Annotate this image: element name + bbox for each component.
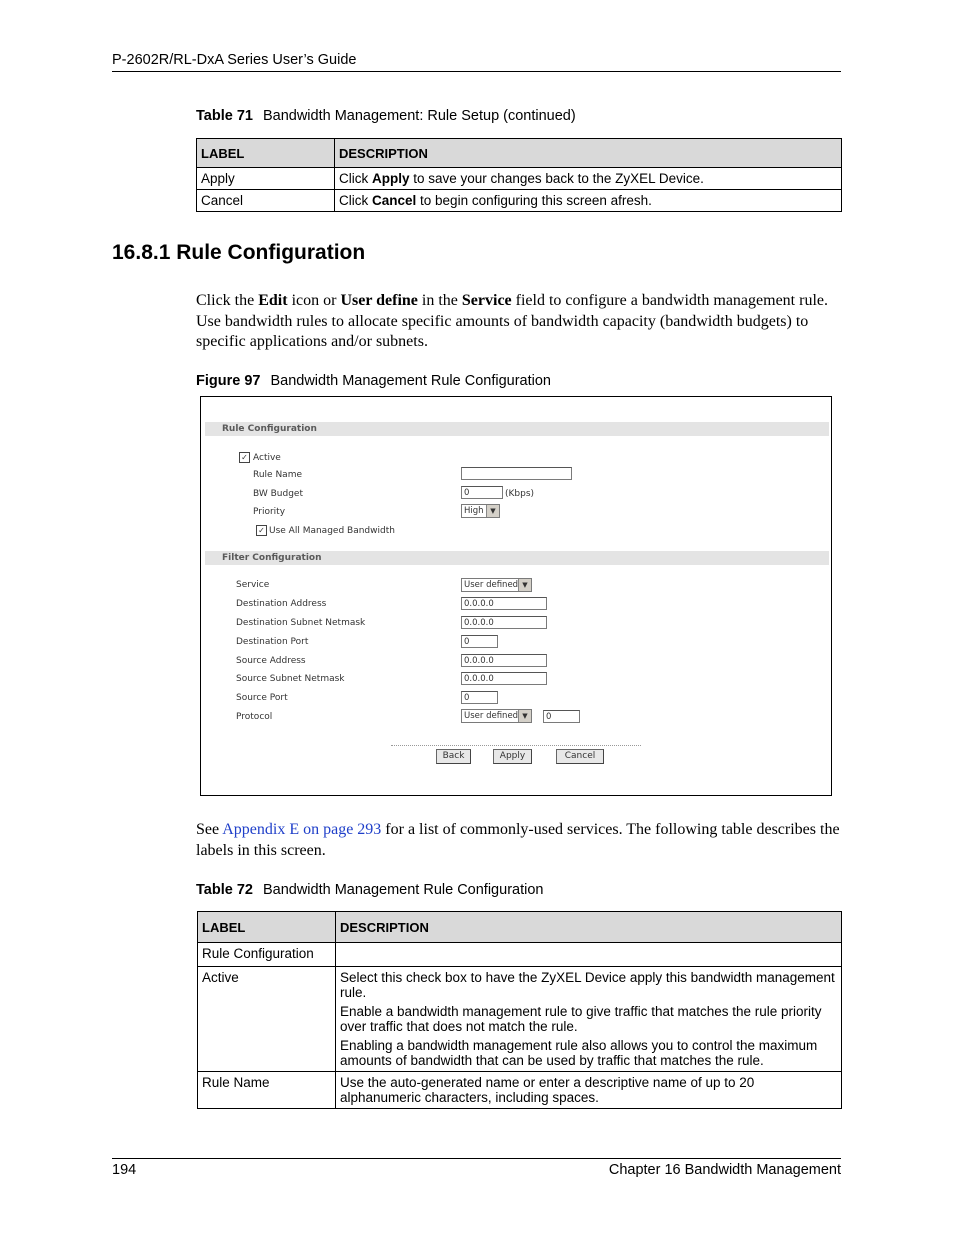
row-description xyxy=(336,967,842,1072)
intro-text: field to configure a bandwidth management rule. Use bandwidth rules to allocate specific amounts of bandwidth capacity (bandwidth budgets) to specific applications and/or subnets. xyxy=(196,292,828,350)
protocol-select[interactable] xyxy=(461,709,532,723)
intro-bold: Service xyxy=(461,292,512,309)
chapter-title: Chapter 16 Bandwidth Management xyxy=(608,1162,841,1178)
table-71 xyxy=(196,138,842,212)
page-number: 194 xyxy=(112,1162,137,1178)
section-heading: 16.8.1 Rule Configuration xyxy=(112,241,366,264)
protocol-number-input[interactable]: 0 xyxy=(543,710,580,723)
desc-text: to begin configuring this screen afresh. xyxy=(416,193,652,208)
intro-bold: User define xyxy=(340,292,418,309)
priority-select[interactable] xyxy=(461,504,500,518)
table-71-caption xyxy=(196,108,576,124)
table-row xyxy=(197,168,842,190)
header-rule xyxy=(112,71,841,72)
source-port-label: Source Port xyxy=(236,693,288,703)
back-button[interactable]: Back xyxy=(436,749,471,764)
rule-name-input[interactable] xyxy=(461,467,572,480)
table-72-title: Bandwidth Management Rule Configuration xyxy=(262,882,544,898)
protocol-value: User defined xyxy=(464,711,519,721)
use-all-bandwidth-checkbox[interactable]: ✓ xyxy=(256,525,267,536)
destination-netmask-input[interactable]: 0.0.0.0 xyxy=(461,616,547,629)
desc-text: to save your changes back to the ZyXEL Device. xyxy=(409,171,704,186)
table-row xyxy=(197,190,842,212)
desc-text: Click xyxy=(339,193,372,208)
divider xyxy=(391,745,641,746)
table-row xyxy=(198,967,842,1072)
footer-rule xyxy=(112,1158,841,1159)
destination-address-input[interactable]: 0.0.0.0 xyxy=(461,597,547,610)
running-header: P-2602R/RL-DxA Series User’s Guide xyxy=(112,52,357,68)
priority-value: High xyxy=(464,506,484,516)
paragraph-text: for a list of commonly-used services. The following table describes the labels in this screen. xyxy=(196,821,840,859)
rule-configuration-screenshot xyxy=(200,396,832,796)
table-row xyxy=(198,943,842,967)
source-port-input[interactable]: 0 xyxy=(461,691,498,704)
rule-name-label: Rule Name xyxy=(253,470,303,480)
table-71-number: Table 71 xyxy=(196,108,253,124)
bw-unit-label: (Kbps) xyxy=(505,489,535,499)
intro-bold: Edit xyxy=(258,292,288,309)
intro-text: Click the xyxy=(196,292,259,309)
desc-bold: Apply xyxy=(372,171,410,186)
dropdown-arrow-icon: ▼ xyxy=(518,710,531,722)
table-71-col-description: DESCRIPTION xyxy=(335,139,842,168)
desc-paragraph: Use the auto-generated name or enter a descriptive name of up to 20 alphanumeric characters, including spaces. xyxy=(340,1075,755,1105)
desc-paragraph: Select this check box to have the ZyXEL Device apply this bandwidth management rule. xyxy=(340,970,835,1000)
row-description xyxy=(335,168,842,190)
row-label: Rule Configuration xyxy=(198,943,336,967)
table-72-caption xyxy=(196,882,543,898)
service-select[interactable] xyxy=(461,578,532,592)
destination-netmask-label: Destination Subnet Netmask xyxy=(236,618,366,628)
cancel-button[interactable]: Cancel xyxy=(556,749,604,764)
destination-port-input[interactable]: 0 xyxy=(461,635,498,648)
dropdown-arrow-icon: ▼ xyxy=(486,505,499,517)
destination-address-label: Destination Address xyxy=(236,599,327,609)
desc-paragraph: Enabling a bandwidth management rule also allows you to control the maximum amounts of bandwidth that can be used by traffic that matches the rule. xyxy=(340,1038,818,1068)
active-checkbox[interactable]: ✓ xyxy=(239,452,250,463)
desc-paragraph: Enable a bandwidth management rule to give traffic that matches the rule priority over traffic that does not match the rule. xyxy=(340,1004,822,1034)
table-71-col-label: LABEL xyxy=(197,139,335,168)
row-label: Apply xyxy=(197,168,335,190)
section-title: Filter Configuration xyxy=(222,553,322,563)
filter-configuration-section-bar xyxy=(205,551,829,565)
intro-text: icon or xyxy=(287,292,341,309)
row-description xyxy=(336,1072,842,1109)
table-72-header-row xyxy=(198,912,842,943)
source-address-label: Source Address xyxy=(236,656,306,666)
table-72-number: Table 72 xyxy=(196,882,253,898)
active-label: Active xyxy=(253,453,281,463)
figure-97-number: Figure 97 xyxy=(196,373,261,389)
source-netmask-label: Source Subnet Netmask xyxy=(236,674,345,684)
desc-text: Click xyxy=(339,171,372,186)
protocol-label: Protocol xyxy=(236,712,273,722)
source-netmask-input[interactable]: 0.0.0.0 xyxy=(461,672,547,685)
see-appendix-paragraph xyxy=(196,820,844,861)
table-71-header-row xyxy=(197,139,842,168)
destination-port-label: Destination Port xyxy=(236,637,309,647)
use-all-bandwidth-label: Use All Managed Bandwidth xyxy=(269,526,395,536)
dropdown-arrow-icon: ▼ xyxy=(518,579,531,591)
desc-bold: Cancel xyxy=(372,193,417,208)
priority-label: Priority xyxy=(253,507,286,517)
intro-text: in the xyxy=(417,292,462,309)
table-71-title: Bandwidth Management: Rule Setup (continued) xyxy=(262,108,576,124)
appendix-link[interactable]: Appendix E on page 293 xyxy=(222,821,382,838)
bw-budget-input[interactable]: 0 xyxy=(461,486,503,499)
row-label: Cancel xyxy=(197,190,335,212)
paragraph-text: See xyxy=(196,821,223,838)
row-description xyxy=(335,190,842,212)
service-value: User defined xyxy=(464,580,519,590)
table-72-col-label: LABEL xyxy=(198,912,336,943)
rule-configuration-section-bar xyxy=(205,422,829,436)
table-72 xyxy=(197,911,842,1109)
row-label: Active xyxy=(198,967,336,1072)
table-72-col-description: DESCRIPTION xyxy=(336,912,842,943)
service-label: Service xyxy=(236,580,270,590)
apply-button[interactable]: Apply xyxy=(493,749,532,764)
intro-paragraph xyxy=(196,291,844,353)
table-row xyxy=(198,1072,842,1109)
section-title: Rule Configuration xyxy=(222,424,317,434)
figure-97-caption xyxy=(196,373,551,389)
row-description xyxy=(336,943,842,967)
source-address-input[interactable]: 0.0.0.0 xyxy=(461,654,547,667)
bw-budget-label: BW Budget xyxy=(253,489,303,499)
row-label: Rule Name xyxy=(198,1072,336,1109)
figure-97-title: Bandwidth Management Rule Configuration xyxy=(270,373,551,389)
